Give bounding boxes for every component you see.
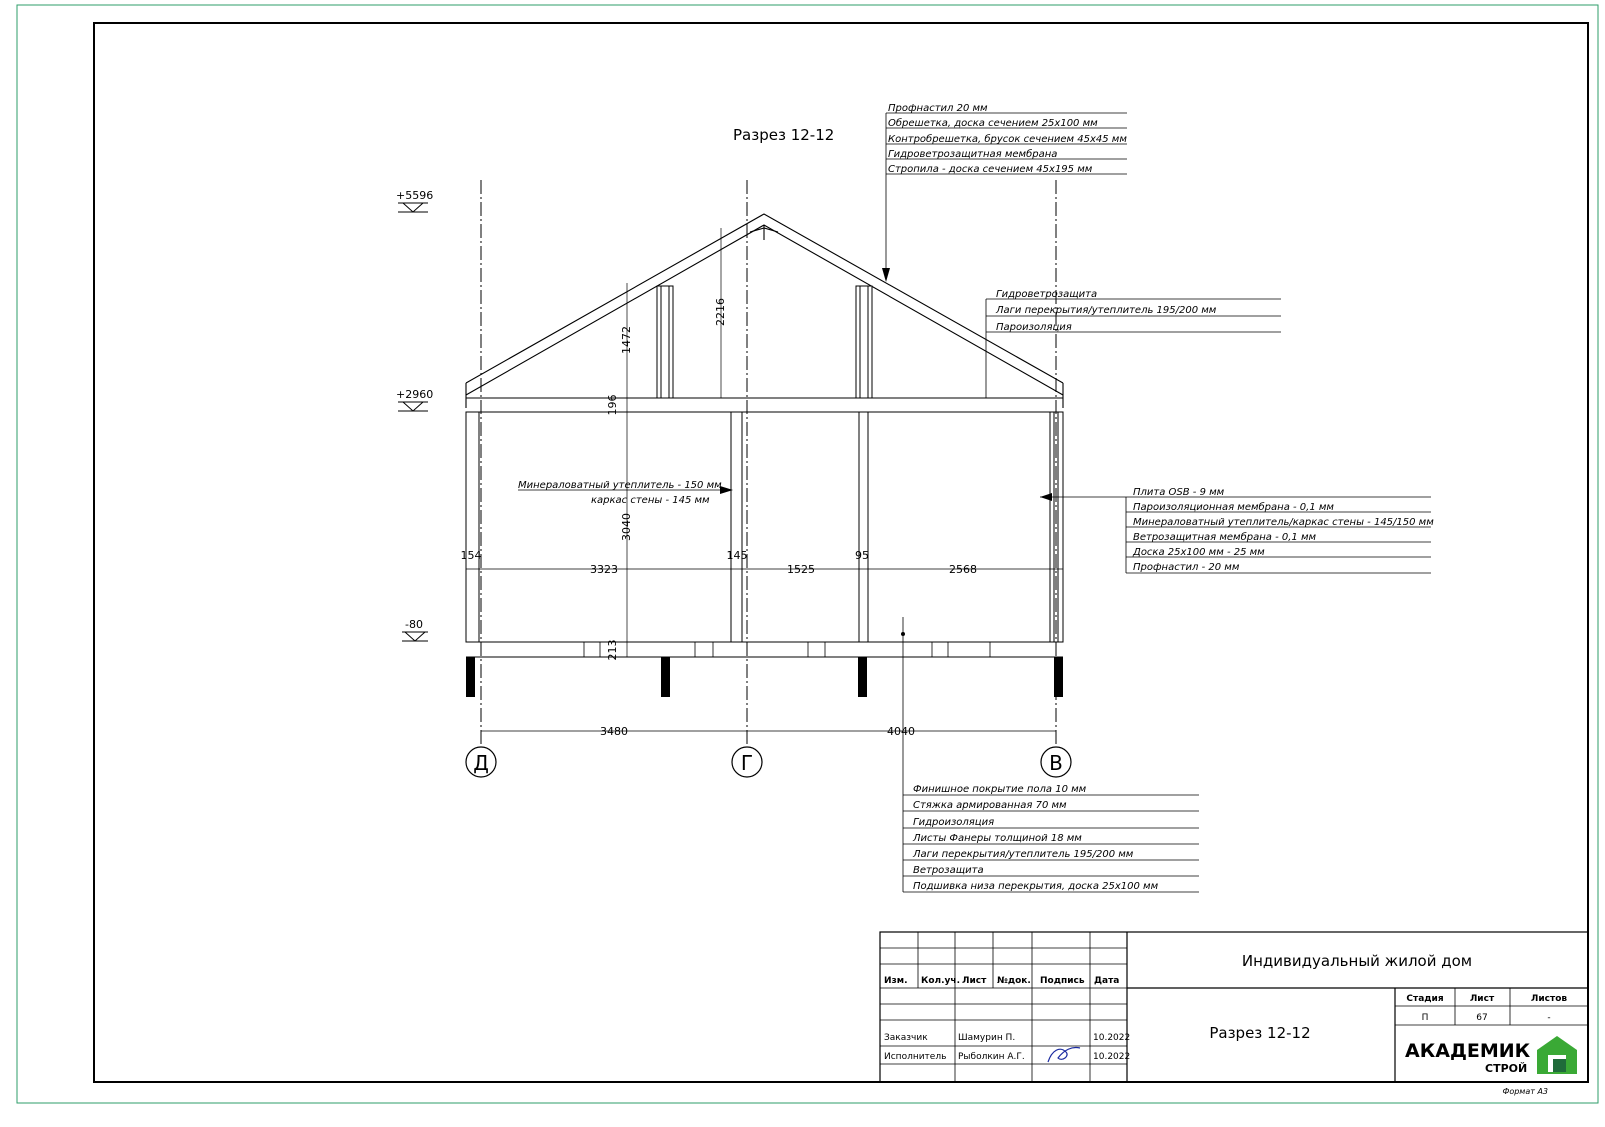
floor-slab [466, 642, 1063, 657]
roof-layer-2: Обрешетка, доска сечением 25х100 мм [888, 118, 1098, 129]
dim-mid-5: 95 [855, 549, 869, 562]
axis-bubbles [466, 747, 1071, 777]
inner-wall-layer-1: Минераловатный утеплитель - 150 мм [518, 480, 722, 491]
floor-layer-7: Подшивка низа перекрытия, доска 25х100 мм [913, 881, 1159, 892]
format-label: Формат А3 [1502, 1087, 1548, 1096]
inner-frame [94, 23, 1588, 1082]
outer-wall-callout [1040, 487, 1434, 573]
logo-main-text: АКАДЕМИК [1405, 1040, 1531, 1062]
walls [466, 412, 1063, 642]
tb-sheet-title: Разрез 12-12 [1209, 1024, 1311, 1042]
piles [466, 657, 1063, 697]
level-mid: +2960 [396, 388, 434, 401]
dim-vert-1: 1472 [620, 326, 633, 354]
tb-date-1: 10.2022 [1093, 1033, 1131, 1043]
tb-col-sign: Подпись [1040, 976, 1085, 986]
roof-layer-4: Гидроветрозащитная мембрана [888, 149, 1058, 160]
tb-role-2: Исполнитель [884, 1052, 947, 1062]
dim-vert-2: 2216 [714, 298, 727, 326]
ceiling-layer-3: Пароизоляция [996, 322, 1072, 333]
ceiling-layers-callout [986, 289, 1281, 398]
title-block [880, 932, 1588, 1082]
axis-lines [481, 180, 1056, 745]
outer-wall-layer-5: Доска 25х100 мм - 25 мм [1133, 547, 1265, 558]
inner-wall-callout [518, 480, 733, 506]
outer-wall-layer-2: Пароизоляционная мембрана - 0,1 мм [1133, 502, 1334, 513]
tb-col-list: Лист [962, 976, 987, 986]
level-top: +5596 [396, 189, 434, 202]
dim-mid-4: 1525 [787, 563, 815, 576]
dim-mid-1: 154 [460, 549, 482, 562]
dim-mid-3: 145 [726, 549, 748, 562]
drawing-title: Разрез 12-12 [733, 126, 835, 144]
tb-stage-h3: Листов [1530, 994, 1568, 1004]
floor-layer-3: Гидроизоляция [913, 817, 995, 828]
dim-overall-2: 4040 [887, 725, 915, 738]
dim-vert-4: 3040 [620, 513, 633, 541]
tb-col-doc: №док. [997, 976, 1031, 986]
tb-name-1: Шамурин П. [958, 1033, 1016, 1043]
roof-layer-1: Профнастил 20 мм [888, 103, 988, 114]
level-marks [396, 189, 433, 641]
ceiling-slab [466, 398, 1063, 412]
axis-label-g: Г [740, 751, 754, 775]
attic-studs [657, 286, 872, 398]
floor-layer-1: Финишное покрытие пола 10 мм [913, 784, 1087, 795]
dimension-texts [461, 298, 978, 738]
company-logo [1405, 1036, 1577, 1075]
inner-wall-layer-2: каркас стены - 145 мм [591, 495, 710, 506]
tb-col-kol: Кол.уч. [921, 976, 961, 986]
signature-mark [1048, 1047, 1080, 1062]
tb-stage-v2: 67 [1476, 1013, 1488, 1023]
tb-stage-v3: - [1547, 1013, 1551, 1023]
outer-wall-layer-6: Профнастил - 20 мм [1133, 562, 1240, 573]
dim-vert-3: 196 [606, 394, 619, 416]
tb-stage-v1: П [1421, 1013, 1429, 1023]
tb-project: Индивидуальный жилой дом [1241, 952, 1473, 970]
tb-col-izm: Изм. [884, 976, 908, 986]
tb-date-2: 10.2022 [1093, 1052, 1131, 1062]
tb-col-date: Дата [1094, 976, 1120, 986]
dim-mid-6: 2568 [949, 563, 977, 576]
axis-label-v: В [1049, 751, 1063, 775]
floor-layer-4: Листы Фанеры толщиной 18 мм [913, 833, 1082, 844]
roof-layer-5: Стропила - доска сечением 45х195 мм [888, 164, 1093, 175]
floor-layer-2: Стяжка армированная 70 мм [913, 800, 1067, 811]
level-bottom: -80 [405, 618, 423, 631]
dim-mid-2: 3323 [590, 563, 618, 576]
outer-wall-layer-3: Минераловатный утеплитель/каркас стены - 145/150 мм [1133, 517, 1434, 528]
roof-layer-3: Контробрешетка, брусок сечением 45х45 мм [888, 134, 1127, 145]
tb-role-1: Заказчик [884, 1033, 928, 1043]
outer-frame [17, 5, 1598, 1103]
roof [466, 214, 1063, 408]
outer-wall-layer-1: Плита OSB - 9 мм [1133, 487, 1225, 498]
floor-layer-5: Лаги перекрытия/утеплитель 195/200 мм [913, 849, 1134, 860]
logo-sub-text: СТРОЙ [1485, 1062, 1528, 1075]
roof-layers-callout [882, 103, 1127, 282]
tb-name-2: Рыболкин А.Г. [958, 1052, 1025, 1062]
dim-overall-1: 3480 [600, 725, 628, 738]
tb-stage-h2: Лист [1469, 994, 1495, 1004]
tb-stage-h1: Стадия [1406, 994, 1444, 1004]
outer-wall-layer-4: Ветрозащитная мембрана - 0,1 мм [1133, 532, 1317, 543]
dim-vert-5: 213 [606, 639, 619, 661]
floor-layer-6: Ветрозащита [913, 865, 984, 876]
ceiling-layer-2: Лаги перекрытия/утеплитель 195/200 мм [996, 305, 1217, 316]
axis-label-d: Д [473, 751, 489, 775]
ceiling-layer-1: Гидроветрозащита [996, 289, 1098, 300]
